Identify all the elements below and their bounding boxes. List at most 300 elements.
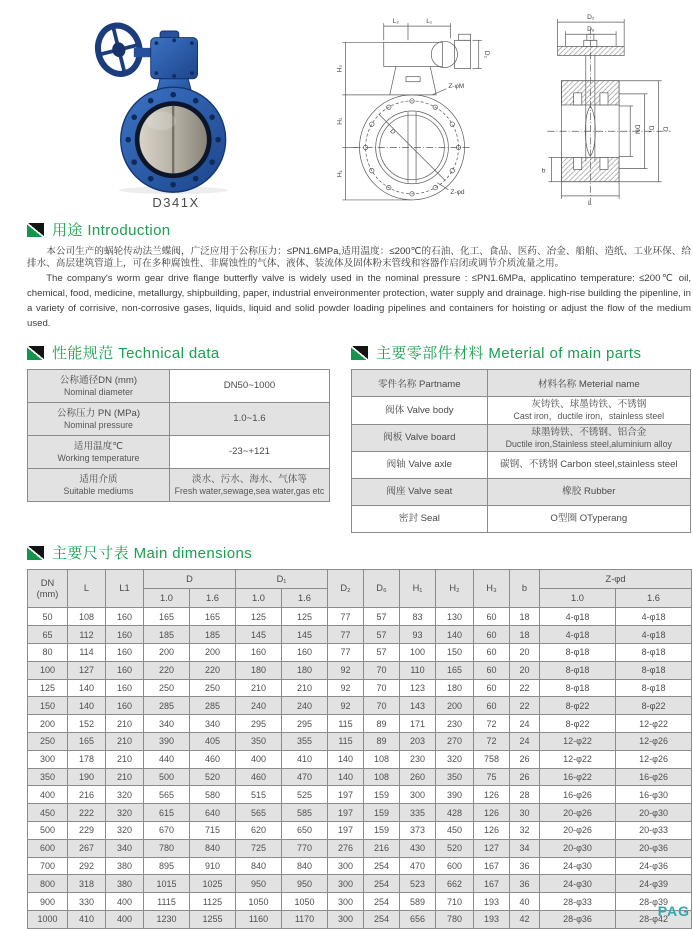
cell: 112 [68,626,106,644]
cell: 89 [364,715,400,733]
cell: 8-φ18 [616,661,692,679]
dimension-row [28,697,692,715]
cell: 715 [190,822,236,840]
cell: 28-φ39 [616,893,692,911]
cell: 22 [510,697,540,715]
cell: 28-φ42 [616,911,692,929]
col-d1: D₁ [236,570,328,589]
table-row [352,397,691,425]
cell: 640 [190,804,236,822]
cell: 160 [236,644,282,662]
cell: 1115 [144,893,190,911]
cell: 8-φ18 [616,679,692,697]
cell: 24-φ30 [540,857,616,875]
col-l: L [68,570,106,608]
cell: 165 [144,608,190,626]
introduction-paragraph-en: The company's worm gear drive flange butterfly valve is widely used in the nominal pressure : ≤PN1.6MPa, applicatino temperature: ≤200℃ oil, chemical, food, medicine, metallurgy, shipbuilding, paper, industrial enveironmenter protection, water supply and drainage. high-rise building the pipenline, in a variety of corrisive, non-corrosive gases, liquids, liquid and solid powder loading pipelines and containers for hoisting or adjust the flow of the medium used. [27,272,691,329]
cell: 840 [282,857,328,875]
cell: 840 [190,839,236,857]
cell: 127 [68,661,106,679]
cell: 1160 [236,911,282,929]
section-header-technical [27,342,335,363]
section-title: 性能规范 Technical data [52,345,220,363]
cell: 1050 [282,893,328,911]
cell: 28-φ36 [540,911,616,929]
cell: 89 [364,733,400,751]
cell: 20 [510,661,540,679]
material-cell: 橡胶 Rubber [487,479,690,506]
cell: 340 [144,715,190,733]
cell: 185 [190,626,236,644]
cell: 152 [68,715,106,733]
cell: 600 [28,839,68,857]
part-name-cell: 密封 Seal [352,506,488,533]
cell: 405 [190,733,236,751]
col-part-name: 零件名称 Partname [352,370,488,397]
cell: 160 [106,608,144,626]
cell: 780 [436,911,474,929]
cell: 80 [28,644,68,662]
cell: 250 [190,679,236,697]
col-d6: D₆ [364,570,400,608]
cell: 165 [68,733,106,751]
cell: 167 [474,875,510,893]
row-label: 公称压力 PN (MPa) Nominal pressure [28,403,170,436]
table-row [352,424,691,452]
cell: 30 [510,804,540,822]
cell: 26 [510,750,540,768]
cell: 950 [236,875,282,893]
col-d1-pn16: 1.6 [282,589,328,608]
cell: 65 [28,626,68,644]
cell: 200 [436,697,474,715]
cell: 229 [68,822,106,840]
section-header-introduction [27,219,691,240]
cell: 16-φ26 [616,768,692,786]
section-title: 主要零部件材料 Meterial of main parts [376,345,642,363]
dim-label-h1: H₁ [336,170,344,178]
cell: 230 [400,750,436,768]
cell: 565 [144,786,190,804]
section-square-icon [27,223,44,237]
cell: 210 [236,679,282,697]
section-square-icon [27,546,44,560]
cell: 24 [510,733,540,751]
col-d1-pn10: 1.0 [236,589,282,608]
cell: 108 [364,750,400,768]
dimension-row [28,626,692,644]
cell: 24-φ30 [540,875,616,893]
cell: 216 [364,839,400,857]
cell: 20-φ33 [616,822,692,840]
col-zd-pn10: 1.0 [540,589,616,608]
cell: 470 [400,857,436,875]
cell: 285 [190,697,236,715]
cell: 8-φ22 [540,697,616,715]
cell: 36 [510,857,540,875]
material-cell: 球墨铸铁、不锈钢、铝合金 Ductile iron,Stainless steel,aluminium alloy [487,424,690,452]
dim-label-l: L [587,199,592,207]
dim-label-dn: DN [633,124,641,134]
dim-label-d2-side: D₂ [587,14,595,22]
cell: 340 [190,715,236,733]
cell: 216 [68,786,106,804]
dimensions-table [27,569,692,928]
section-title: 用途 Introduction [52,222,171,239]
cell: 125 [236,608,282,626]
cell: 42 [510,911,540,929]
dimension-drawing [325,10,691,208]
dimension-row [28,679,692,697]
cell: 670 [144,822,190,840]
col-zd: Z-φd [540,570,692,589]
dimension-row [28,875,692,893]
cell: 110 [400,661,436,679]
cell: 292 [68,857,106,875]
col-d2: D₂ [328,570,364,608]
cell: 523 [400,875,436,893]
cell: 500 [28,822,68,840]
cell: 430 [400,839,436,857]
cell: 92 [328,661,364,679]
cell: 1170 [282,911,328,929]
cell: 40 [510,893,540,911]
cell: 32 [510,822,540,840]
row-value: 1.0~1.6 [169,403,329,436]
cell: 300 [328,875,364,893]
cell: 140 [436,626,474,644]
cell: 125 [282,608,328,626]
cell: 20-φ36 [616,839,692,857]
cell: 900 [28,893,68,911]
side-view [542,14,671,207]
cell: 320 [106,804,144,822]
cell: 350 [28,768,68,786]
cell: 589 [400,893,436,911]
cell: 160 [106,697,144,715]
cell: 115 [328,715,364,733]
cell: 160 [106,626,144,644]
front-view [336,18,489,200]
cell: 1000 [28,911,68,929]
col-d-pn10: 1.0 [144,589,190,608]
part-name-cell: 阀板 Valve board [352,424,488,452]
col-h2: H₂ [436,570,474,608]
table-row [28,403,330,436]
cell: 4-φ18 [616,626,692,644]
dim-label-d2-front: D₂ [482,50,490,59]
model-label: D341X [152,195,200,210]
cell: 222 [68,804,106,822]
cell: 160 [106,679,144,697]
part-name-cell: 阀座 Valve seat [352,479,488,506]
cell: 355 [282,733,328,751]
cell: 662 [436,875,474,893]
cell: 18 [510,626,540,644]
dimension-row [28,750,692,768]
cell: 350 [236,733,282,751]
cell: 18 [510,608,540,626]
materials-table [351,369,691,533]
cell: 400 [106,911,144,929]
cell: 70 [364,661,400,679]
section-square-icon [351,346,368,360]
cell: 210 [106,715,144,733]
dimension-row [28,804,692,822]
cell: 28-φ33 [540,893,616,911]
cell: 656 [400,911,436,929]
cell: 8-φ22 [616,697,692,715]
row-label: 适用介质 Suitable mediums [28,469,170,502]
dim-label-h2: H₂ [336,117,344,125]
cell: 22 [510,679,540,697]
part-name-cell: 阀体 Valve body [352,397,488,425]
cell: 254 [364,911,400,929]
cell: 267 [68,839,106,857]
cell: 140 [328,750,364,768]
cell: 440 [144,750,190,768]
cell: 300 [328,857,364,875]
cell: 16-φ22 [540,768,616,786]
cell: 330 [68,893,106,911]
cell: 240 [236,697,282,715]
cell: 92 [328,697,364,715]
dimension-row [28,715,692,733]
cell: 200 [28,715,68,733]
cell: 193 [474,911,510,929]
col-h1: H₁ [400,570,436,608]
cell: 200 [144,644,190,662]
cell: 108 [364,768,400,786]
cell: 12-φ22 [540,750,616,768]
cell: 197 [328,822,364,840]
introduction-paragraph-zh: 本公司生产的蜗轮传动法兰蝶阀，广泛应用于公称压力：≤PN1.6MPa,适用温度：≤200℃的石油、化工、食品、医药、冶金、船舶、造纸、工业环保、给排水、高层建筑管道上，可在多种腐蚀性、非腐蚀性的气体、液体、装流体及固体粉末管线和容器作启闭或调节介质流量之用。 [27,246,691,269]
cell: 77 [328,608,364,626]
material-cell: 碳钢、不锈钢 Carbon steel,stainless steel [487,452,690,479]
dimension-row [28,768,692,786]
cell: 758 [474,750,510,768]
cell: 36 [510,875,540,893]
cell: 250 [28,733,68,751]
cell: 123 [400,679,436,697]
cell: 57 [364,626,400,644]
dim-label-zd: Z-φd [450,188,465,196]
cell: 220 [144,661,190,679]
cell: 400 [236,750,282,768]
dim-label-d6: D₆ [587,26,595,34]
cell: 145 [236,626,282,644]
cell: 140 [328,768,364,786]
cell: 150 [436,644,474,662]
cell: 300 [328,911,364,929]
cell: 20 [510,644,540,662]
cell: 114 [68,644,106,662]
dimension-row [28,661,692,679]
cell: 159 [364,822,400,840]
cell: 160 [106,661,144,679]
cell: 260 [400,768,436,786]
col-zd-pn16: 1.6 [616,589,692,608]
cell: 428 [436,804,474,822]
cell: 8-φ22 [540,715,616,733]
cell: 16-φ30 [616,786,692,804]
cell: 165 [190,608,236,626]
cell: 400 [106,893,144,911]
cell: 1125 [190,893,236,911]
technical-data-table [27,369,330,502]
cell: 220 [190,661,236,679]
cell: 600 [436,857,474,875]
cell: 108 [68,608,106,626]
section-square-icon [27,346,44,360]
dimension-row [28,911,692,929]
cell: 340 [106,839,144,857]
cell: 650 [282,822,328,840]
cell: 300 [328,893,364,911]
col-d-pn16: 1.6 [190,589,236,608]
cell: 910 [190,857,236,875]
valve-photo-illustration [63,16,289,194]
cell: 565 [236,804,282,822]
cell: 250 [144,679,190,697]
cell: 380 [106,857,144,875]
cell: 276 [328,839,364,857]
cell: 197 [328,786,364,804]
cell: 210 [106,733,144,751]
cell: 165 [436,661,474,679]
cell: 20-φ26 [540,804,616,822]
section-title: 主要尺寸表 Main dimensions [52,545,253,563]
cell: 410 [68,911,106,929]
cell: 615 [144,804,190,822]
technical-data-block [27,333,335,502]
table-row [28,469,330,502]
cell: 100 [400,644,436,662]
table-row [352,452,691,479]
col-l1: L1 [106,570,144,608]
cell: 335 [400,804,436,822]
cell: 60 [474,644,510,662]
cell: 50 [28,608,68,626]
cell: 1255 [190,911,236,929]
cell: 24-φ36 [616,857,692,875]
cell: 840 [236,857,282,875]
col-material-name: 材料名称 Meterial name [487,370,690,397]
cell: 210 [282,679,328,697]
col-b: b [510,570,540,608]
cell: 159 [364,786,400,804]
cell: 125 [28,679,68,697]
cell: 460 [236,768,282,786]
cell: 380 [106,875,144,893]
dimension-row [28,733,692,751]
product-photo [27,10,325,210]
cell: 390 [144,733,190,751]
page-corner-tag: PAG [657,903,690,919]
cell: 150 [28,697,68,715]
table-header-row [352,370,691,397]
col-dn: DN (mm) [28,570,68,608]
cell: 171 [400,715,436,733]
material-cell: O型圈 OTyperang [487,506,690,533]
cell: 180 [436,679,474,697]
dimension-row [28,839,692,857]
cell: 160 [106,644,144,662]
cell: 470 [282,768,328,786]
cell: 26 [510,768,540,786]
dimension-row [28,893,692,911]
table-row [352,506,691,533]
valve-body [121,87,226,192]
cell: 460 [190,750,236,768]
cell: 320 [106,786,144,804]
cell: 145 [282,626,328,644]
cell: 203 [400,733,436,751]
cell: 20-φ30 [540,839,616,857]
cell: 240 [282,697,328,715]
cell: 390 [436,786,474,804]
cell: 410 [282,750,328,768]
cell: 60 [474,626,510,644]
cell: 1025 [190,875,236,893]
cell: 126 [474,786,510,804]
cell: 515 [236,786,282,804]
cell: 92 [328,679,364,697]
dimension-row [28,857,692,875]
cell: 127 [474,839,510,857]
cell: 16-φ26 [540,786,616,804]
cell: 770 [282,839,328,857]
table-row [28,436,330,469]
cell: 28 [510,786,540,804]
cell: 20-φ26 [540,822,616,840]
row-label: 适用温度℃ Working temperature [28,436,170,469]
cell: 210 [106,750,144,768]
cell: 77 [328,626,364,644]
cell: 1050 [236,893,282,911]
cell: 12-φ22 [540,733,616,751]
cell: 140 [68,679,106,697]
table-row [352,479,691,506]
cell: 70 [364,697,400,715]
cell: 950 [282,875,328,893]
col-h3: H₃ [474,570,510,608]
section-header-dimensions [27,542,691,563]
dimension-row [28,786,692,804]
cell: 24 [510,715,540,733]
dimension-row [28,644,692,662]
cell: 254 [364,857,400,875]
materials-block [351,333,691,533]
cell: 285 [144,697,190,715]
cell: 143 [400,697,436,715]
middle-tables [27,333,691,533]
cell: 126 [474,822,510,840]
cell: 520 [436,839,474,857]
col-d: D [144,570,236,589]
cell: 895 [144,857,190,875]
cell: 4-φ18 [616,608,692,626]
top-figures [27,10,691,210]
cell: 800 [28,875,68,893]
cell: 780 [144,839,190,857]
cell: 295 [282,715,328,733]
cell: 77 [328,644,364,662]
cell: 295 [236,715,282,733]
cell: 700 [28,857,68,875]
cell: 57 [364,644,400,662]
cell: 167 [474,857,510,875]
